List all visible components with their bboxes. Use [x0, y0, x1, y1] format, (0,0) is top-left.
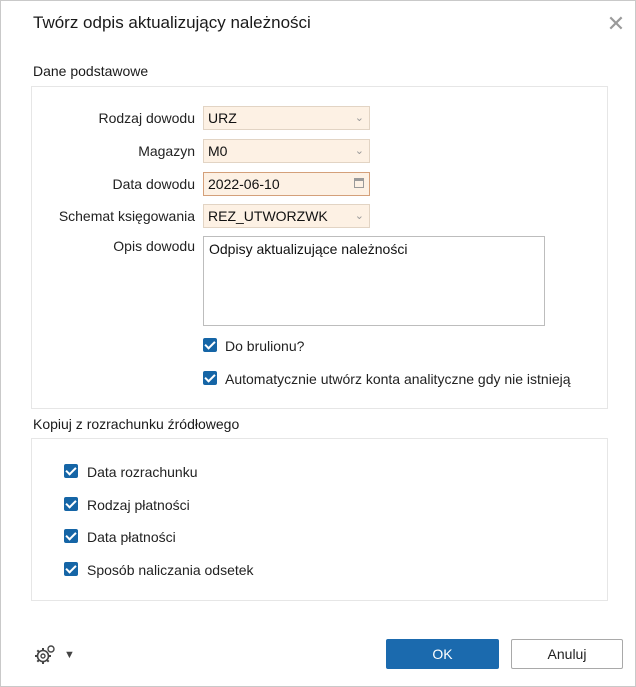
data-dowodu-value: 2022-06-10 — [208, 176, 280, 192]
opis-dowodu-textarea[interactable]: Odpisy aktualizujące należności — [203, 236, 545, 326]
schemat-label: Schemat księgowania — [58, 208, 195, 224]
section-title-basic: Dane podstawowe — [33, 63, 149, 79]
magazyn-value: M0 — [208, 143, 228, 159]
data-rozrachunku-checkbox[interactable] — [64, 464, 78, 478]
dialog-title: Twórz odpis aktualizujący należności — [33, 13, 311, 32]
brulion-checkbox[interactable] — [203, 338, 217, 352]
rodzaj-dowodu-select[interactable] — [203, 106, 370, 130]
rodzaj-platnosci-label: Rodzaj płatności — [87, 497, 190, 513]
schemat-select[interactable] — [203, 204, 370, 228]
data-dowodu-input[interactable] — [203, 172, 370, 196]
chevron-down-icon: ⌄ — [354, 210, 364, 222]
data-rozrachunku-label: Data rozrachunku — [87, 464, 198, 480]
ok-button[interactable]: OK — [386, 639, 499, 669]
brulion-label: Do brulionu? — [225, 338, 305, 354]
close-icon[interactable]: ✕ — [606, 11, 626, 36]
auto-konta-label: Automatycznie utwórz konta analityczne gdy nie istnieją — [225, 371, 571, 387]
opis-dowodu-label: Opis dowodu — [113, 238, 195, 254]
chevron-down-icon[interactable]: ▼ — [64, 649, 75, 661]
rodzaj-dowodu-label: Rodzaj dowodu — [98, 110, 195, 126]
chevron-down-icon: ⌄ — [354, 112, 364, 124]
cancel-button[interactable]: Anuluj — [511, 639, 623, 669]
magazyn-select[interactable] — [203, 139, 370, 163]
rodzaj-dowodu-value: URZ — [208, 110, 237, 126]
sposob-naliczania-label: Sposób naliczania odsetek — [87, 562, 254, 578]
rodzaj-platnosci-checkbox[interactable] — [64, 497, 78, 511]
auto-konta-checkbox[interactable] — [203, 371, 217, 385]
data-dowodu-label: Data dowodu — [112, 176, 195, 192]
chevron-down-icon: ⌄ — [354, 145, 364, 157]
data-platnosci-label: Data płatności — [87, 529, 176, 545]
data-platnosci-checkbox[interactable] — [64, 529, 78, 543]
magazyn-label: Magazyn — [138, 143, 195, 159]
schemat-value: REZ_UTWORZWK — [208, 208, 328, 224]
calendar-icon[interactable] — [354, 178, 364, 188]
sposob-naliczania-checkbox[interactable] — [64, 562, 78, 576]
section-title-copy: Kopiuj z rozrachunku źródłowego — [33, 416, 240, 432]
gear-icon[interactable] — [34, 644, 56, 666]
